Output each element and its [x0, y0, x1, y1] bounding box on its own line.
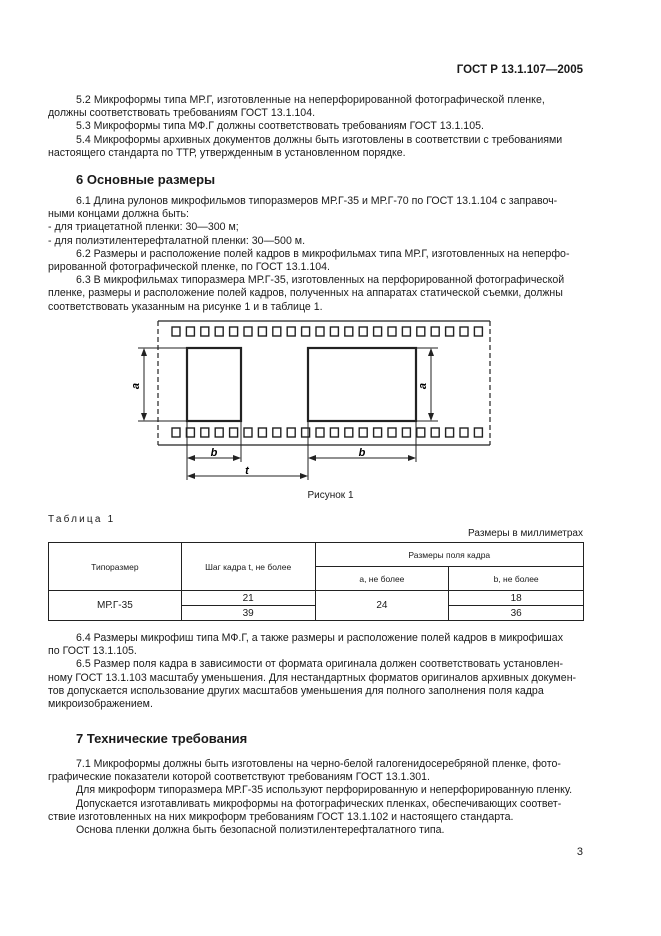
- cell-a: 24: [315, 591, 449, 621]
- perforation-hole: [417, 428, 425, 437]
- perforation-hole: [230, 428, 238, 437]
- perforation-hole: [302, 327, 310, 336]
- perforation-hole: [316, 428, 324, 437]
- perforation-hole: [431, 428, 439, 437]
- perforation-hole: [186, 327, 194, 336]
- dim-label-b: b: [358, 447, 366, 459]
- text-line: 6.5 Размер поля кадра в зависимости от формата оригинала должен соответствовать установлен-: [76, 658, 564, 671]
- text-line: 6.2 Размеры и расположение полей кадров в микрофильмах типа МР.Г, изготовленных на неперфо-: [76, 247, 570, 260]
- text-line: ствие изготовленных на них микроформ требованиям ГОСТ 13.1.102 и настоящего стандарта.: [48, 810, 514, 823]
- text-line: Для микроформ типоразмера МР.Г-35 используют перфорированную и неперфорированную пленку.: [76, 784, 573, 797]
- dim-label-b: b: [210, 447, 218, 459]
- perforation-hole: [273, 428, 281, 437]
- paragraph-section7: [48, 758, 584, 837]
- frame-large: [308, 348, 416, 421]
- text-line: ными концами должна быть:: [48, 208, 189, 221]
- perforation-hole: [258, 428, 266, 437]
- perforation-hole: [172, 327, 180, 336]
- cell-type: МР.Г-35: [49, 591, 182, 621]
- film-strip: [158, 321, 490, 445]
- perforation-hole: [215, 428, 223, 437]
- perforation-hole: [330, 327, 338, 336]
- text-line: - для полиэтилентерефталатной пленки: 30—500 м.: [48, 234, 306, 247]
- perforation-hole: [345, 428, 353, 437]
- dim-label-t: t: [245, 465, 249, 477]
- perforation-hole: [201, 428, 209, 437]
- header-step: Шаг кадра t, не более: [181, 543, 315, 591]
- text-line: Допускается изготавливать микроформы на фотографических пленках, обеспечивающих соответ-: [76, 797, 562, 810]
- perforation-hole: [388, 327, 396, 336]
- perforation-hole: [244, 428, 252, 437]
- dimension-arrows: [141, 348, 434, 479]
- text-line: соответствовать указанным на рисунке 1 и в таблице 1.: [48, 300, 323, 313]
- perforation-hole: [474, 327, 482, 336]
- perforation-hole: [388, 428, 396, 437]
- table-units: Размеры в миллиметрах: [468, 528, 583, 539]
- text-line: 6.3 В микрофильмах типоразмера МР.Г-35, изготовленных на перфорированной фотографической: [76, 274, 565, 287]
- text-line: должны соответствовать требованиям ГОСТ 13.1.104.: [48, 107, 316, 120]
- perforation-hole: [359, 428, 367, 437]
- text-line: рированной фотографической пленке, по ГОСТ 13.1.104.: [48, 261, 330, 274]
- perforation-hole: [316, 327, 324, 336]
- perforation-hole: [359, 327, 367, 336]
- page-number: 3: [576, 846, 583, 858]
- document-header: ГОСТ Р 13.1.107—2005: [456, 64, 583, 76]
- perforation-hole: [273, 327, 281, 336]
- perforation-hole: [287, 327, 295, 336]
- text-line: 6.4 Размеры микрофиш типа МФ.Г, а также размеры и расположение полей кадров в микрофишах: [76, 632, 563, 644]
- perforation-hole: [186, 428, 194, 437]
- section-6-heading: 6 Основные размеры: [76, 172, 216, 187]
- perforations-bottom: [172, 428, 482, 437]
- cell-b: 18: [449, 591, 584, 606]
- dimension-lines: [138, 348, 438, 480]
- text-line: 5.3 Микроформы типа МФ.Г должны соответствовать требованиям ГОСТ 13.1.105.: [76, 120, 484, 133]
- perforation-hole: [172, 428, 180, 437]
- text-line: тов допускается использование других масштабов уменьшения для полного заполнения поля кадра: [48, 684, 544, 697]
- cell-step: 21: [181, 591, 315, 606]
- perforation-hole: [215, 327, 223, 336]
- text-line: настоящего стандарта по ТТР, утвержденным в установленном порядке.: [48, 146, 406, 159]
- table-label: Таблица 1: [48, 514, 116, 525]
- text-line: 7.1 Микроформы должны быть изготовлены на черно-белой галогенидосеребряной пленке, фото-: [76, 758, 561, 770]
- figure-caption: Рисунок 1: [307, 490, 354, 501]
- perforation-hole: [402, 327, 410, 336]
- text-line: пленке, размеры и расположение полей кадров, полученных на аппаратах статической съемки, должны: [48, 287, 563, 300]
- perforation-hole: [417, 327, 425, 336]
- header-sizes: Размеры поля кадра: [315, 543, 583, 567]
- text-line: графические показатели которой соответствуют требованиям ГОСТ 13.1.301.: [48, 771, 430, 784]
- perforation-hole: [230, 327, 238, 336]
- perforation-hole: [446, 327, 454, 336]
- text-line: по ГОСТ 13.1.105.: [48, 645, 137, 658]
- perforation-hole: [431, 327, 439, 336]
- perforation-hole: [460, 428, 468, 437]
- paragraph-section6-cont: [48, 632, 584, 711]
- text-line: - для триацетатной пленки: 30—300 м;: [48, 221, 239, 234]
- text-line: микроизображением.: [48, 698, 153, 711]
- dim-label-a: a: [417, 382, 429, 390]
- cell-step: 39: [181, 606, 315, 621]
- text-line: 5.4 Микроформы архивных документов должны быть изготовлены в соответствии с требованиями: [76, 133, 563, 146]
- perforation-hole: [287, 428, 295, 437]
- text-line: 5.2 Микроформы типа МР.Г, изготовленные на неперфорированной фотографической пленке,: [76, 94, 545, 106]
- cell-b: 36: [449, 606, 584, 621]
- perforation-hole: [460, 327, 468, 336]
- header-a: a, не более: [315, 567, 449, 591]
- perforations-top: [172, 327, 482, 336]
- perforation-hole: [258, 327, 266, 336]
- table-1: [48, 542, 584, 621]
- perforation-hole: [374, 327, 382, 336]
- section-7-heading: 7 Технические требования: [76, 731, 248, 746]
- text-line: Основа пленки должна быть безопасной полиэтилентерефталатного типа.: [76, 824, 445, 837]
- perforation-hole: [201, 327, 209, 336]
- text-line: ному ГОСТ 13.1.103 масштабу уменьшения. Для нестандартных форматов оригиналов архивных докумен-: [48, 671, 577, 684]
- perforation-hole: [345, 327, 353, 336]
- perforation-hole: [374, 428, 382, 437]
- perforation-hole: [330, 428, 338, 437]
- header-type: Типоразмер: [49, 543, 182, 591]
- text-line: 6.1 Длина рулонов микрофильмов типоразмеров МР.Г-35 и МР.Г-70 по ГОСТ 13.1.104 с заправоч-: [76, 195, 558, 207]
- dim-label-a: a: [130, 382, 142, 390]
- header-b: b, не более: [449, 567, 584, 591]
- perforation-hole: [446, 428, 454, 437]
- perforation-hole: [474, 428, 482, 437]
- perforation-hole: [244, 327, 252, 336]
- frame-small: [187, 348, 241, 421]
- perforation-hole: [402, 428, 410, 437]
